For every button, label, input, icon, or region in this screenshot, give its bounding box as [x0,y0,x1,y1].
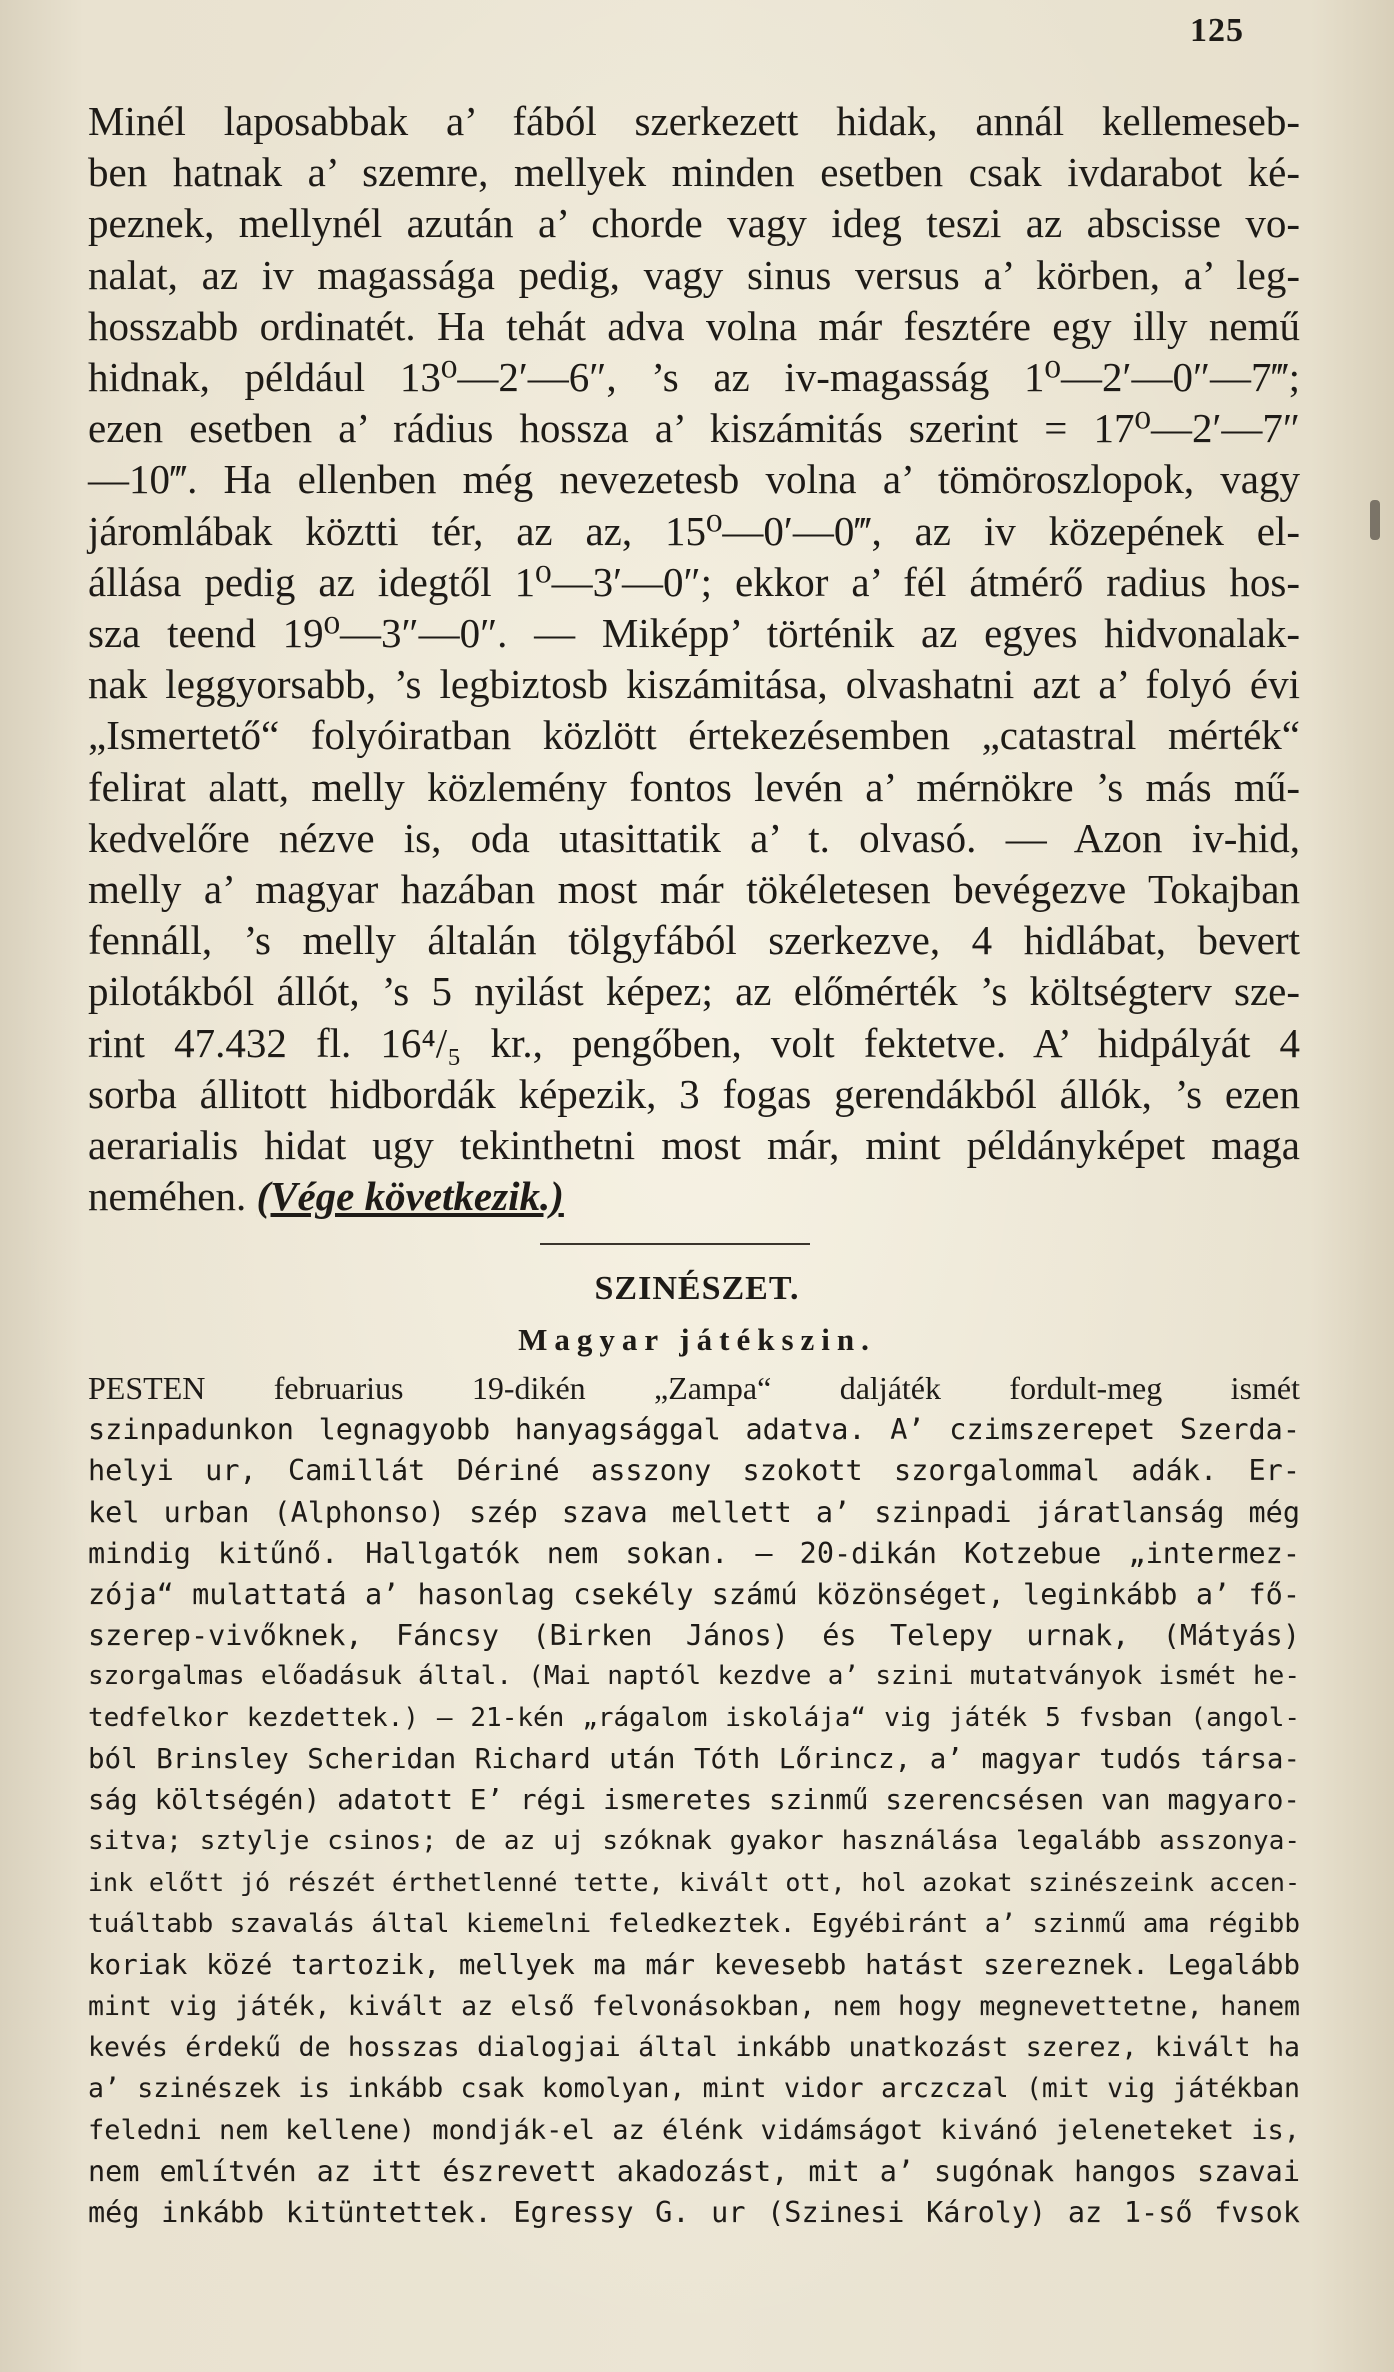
text-line: sorba állitott hidbordák képezik, 3 fogas gerendákból állók, ’s ezen [88,1070,1300,1117]
text-line: PESTEN februarius 19-dikén „Zampa“ daljáték fordult-meg ismét [88,1370,1300,1406]
text-line: fennáll, ’s melly általán tölgyfából szerkezve, 4 hidlábat, bevert [88,917,1300,964]
text-line: sza teend 19⁰—3″—0″. — Miképp’ történik az egyes hidvonalak- [88,610,1300,657]
text-line: peznek, mellynél azután a’ chorde vagy ideg teszi az abscisse vo- [88,200,1300,247]
text-line: hidnak, például 13⁰—2′—6″, ’s az iv-magasság 1⁰—2′—0″—7‴; [88,354,1300,401]
text-line: szorgalmas előadásuk által. (Mai naptól kezdve a’ szini mutatványok ismét he- [88,1661,1300,1692]
paragraph-theatre-review [88,1368,1300,2233]
text-line: sitva; sztylje csinos; de az uj szóknak gyakor használása legalább asszonya- [88,1826,1300,1857]
text-line [88,1171,1300,1222]
text-line: ben hatnak a’ szemre, mellyek minden esetben csak ivdarabot ké- [88,149,1300,196]
text-line: kevés érdekű de hosszas dialogjai által inkább unatkozást szerez, kivált ha [88,2032,1300,2064]
continuation-note: (Vége következik.) [256,1173,564,1220]
text-line: kel urban (Alphonso) szép szava mellett a’ szinpadi járatlanság még [88,1495,1300,1529]
text-line: állása pedig az idegtől 1⁰—3′—0″; ekkor a’ fél átmérő radius hos- [88,558,1300,605]
text-line: ink előtt jó részét érthetlenné tette, kivált ott, hol azokat szinészeink accen- [88,1868,1300,1898]
text-line: hosszabb ordinatét. Ha tehát adva volna már fesztére egy illy nemű [88,302,1300,349]
text-line: felirat alatt, melly közlemény fontos levén a’ mérnökre ’s más mű- [88,763,1300,810]
text-line: koriak közé tartozik, mellyek ma már kevesebb hatást szereznek. Legalább [88,1948,1300,1981]
text-line: még inkább kitüntettek. Egressy G. ur (Szinesi Károly) az 1-ső fvsok [88,2196,1300,2230]
text-line: ból Brinsley Scheridan Richard után Tóth Lőrincz, a’ magyar tudós társa- [88,1742,1300,1775]
text-line: mindig kitűnő. Hallgatók nem sokan. — 20-dikán Kotzebue „intermez- [88,1536,1300,1570]
page-edge-mark [1370,500,1380,540]
paragraph-bridges [88,96,1300,1222]
text-line: zója“ mulattatá a’ hasonlag csekély számú közönséget, leginkább a’ fő- [88,1578,1300,1612]
subsection-title: Magyar játékszin. [518,1322,876,1357]
text-line: szinpadunkon legnagyobb hanyagsággal adatva. A’ czimszerepet Szerda- [88,1413,1300,1447]
text-line: tedfelkor kezdettek.) — 21-kén „rágalom iskolája“ vig játék 5 fvsban (angol- [88,1702,1300,1733]
text-line: tuáltabb szavalás által kiemelni feledkeztek. Egyébiránt a’ szinmű ama régibb [88,1908,1300,1939]
text-line: nak leggyorsabb, ’s legbiztosb kiszámitása, olvashatni azt a’ folyó évi [88,661,1300,708]
text-line: melly a’ magyar hazában most már tökéletesen bevégezve Tokajban [88,866,1300,913]
text-line: helyi ur, Camillát Dériné asszony szokott szorgalommal adák. Er- [88,1454,1300,1488]
text-line: szerep-vivőknek, Fáncsy (Birken János) és Telepy urnak, (Mátyás) [88,1619,1300,1653]
text-line: a’ szinészek is inkább csak komolyan, mint vidor arczczal (mit vig játékban [88,2073,1300,2105]
text-line: aerarialis hidat ugy tekinthetni most már, mint példányképet maga [88,1122,1300,1169]
text-line: rint 47.432 fl. 16⁴/₅ kr., pengőben, volt fektetve. A’ hidpályát 4 [88,1019,1300,1066]
last-line-text: neméhen. [88,1173,247,1220]
text-line: ság költségén) adatott E’ régi ismeretes szinmű szerencsésen van magyaro- [88,1784,1300,1817]
page-number: 125 [1190,12,1244,49]
text-line: „Ismertető“ folyóiratban közlött értekezésemben „catastral mérték“ [88,712,1300,759]
text-line: Minél laposabbak a’ fából szerkezett hidak, annál kellemeseb- [88,98,1300,144]
text-line: kedvelőre nézve is, oda utasittatik a’ t. olvasó. — Azon iv-hid, [88,814,1300,861]
text-line: —10‴. Ha ellenben még nevezetesb volna a’ tömöroszlopok, vagy [88,456,1300,503]
text-line: ezen esetben a’ rádius hossza a’ kiszámitás szerint = 17⁰—2′—7″ [88,405,1300,452]
text-line: nalat, az iv magassága pedig, vagy sinus versus a’ körben, a’ leg- [88,251,1300,298]
section-divider [540,1243,810,1245]
text-line: mint vig játék, kivált az első felvonásokban, nem hogy megnevettetne, hanem [88,1991,1300,2023]
text-line: nem említvén az itt észrevett akadozást, mit a’ sugónak hangos szavai [88,2154,1300,2188]
section-title: SZINÉSZET. [594,1270,800,1307]
text-line: pilotákból állót, ’s 5 nyilást képez; az előmérték ’s költségterv sze- [88,968,1300,1015]
text-line: járomlábak köztti tér, az az, 15⁰—0′—0‴, az iv közepének el- [88,507,1300,554]
text-line: feledni nem kellene) mondják-el az élénk vidámságot kivánó jeleneteket is, [88,2114,1300,2146]
